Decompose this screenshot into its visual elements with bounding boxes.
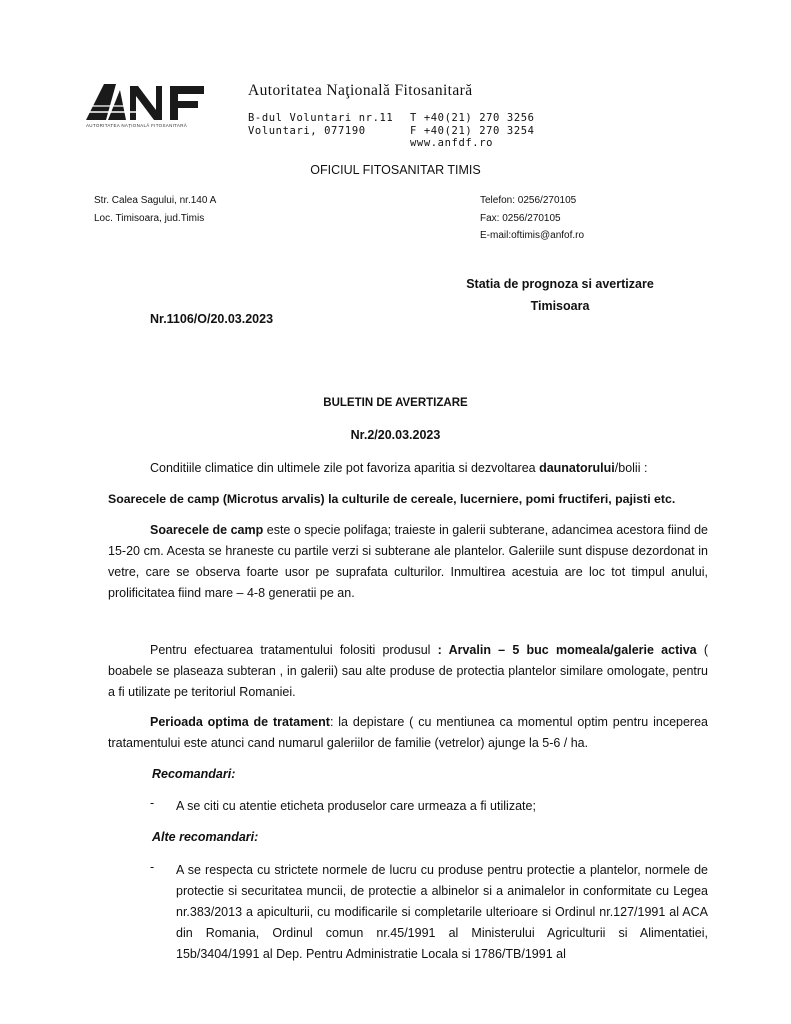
optimal-period-paragraph (108, 712, 708, 754)
hq-contact (410, 112, 535, 150)
intro-paragraph (150, 458, 710, 479)
station-line-2: Timisoara (530, 299, 590, 313)
office-fax: Fax: 0256/270105 (480, 212, 561, 224)
intro-suffix: /bolii : (614, 461, 648, 475)
hq-fax: F +40(21) 270 3254 (410, 124, 535, 137)
optimal-period-text: : la depistare ( cu mentiunea ca momentul optim pentru inceperea tratamentului este atunci cand numarul galeriilor de familie (vetrelor) ajunge la 5-6 / ha. (108, 715, 708, 750)
office-locality: Loc. Timisoara, jud.Timis (94, 212, 205, 224)
pest-description (108, 520, 708, 604)
pest-description-bold: Soarecele de camp (150, 523, 264, 537)
address-line-1: B-dul Voluntari nr.11 (248, 112, 394, 124)
other-recommendation-item: A se respecta cu strictete normele de lucru cu produse pentru protectie a plantelor, normele de protectie si securitatea muncii, de protectie a albinelor si a animalelor in conformitate cu Legea nr.383/2013 a apiculturii, cu modificarile si completarile ulterioare si Ordinul nr.127/1991 al ACA din Romania, Ordinul comun nr.45/1991 al Ministerului Agriculturii si Alimentatiei, 15b/3404/1991 al Dep. Pentru Administratie Locala si 1786/TB/1991 al (176, 863, 708, 961)
office-street: Str. Calea Sagului, nr.140 A (94, 195, 217, 206)
bullet-marker: - (150, 796, 155, 810)
station-line-1: Statia de prognoza si avertizare (466, 277, 654, 291)
hq-phone: T +40(21) 270 3256 (410, 112, 535, 124)
bullet-marker: - (150, 860, 155, 874)
intro-bold: daunatorului (539, 461, 615, 475)
anf-logo (86, 82, 216, 138)
document-number: Nr.1106/O/20.03.2023 (150, 312, 274, 326)
recommendations-heading: Recomandari: (152, 767, 236, 781)
treatment-text: Pentru efectuarea tratamentului folositi produsul (150, 643, 438, 657)
treatment-product: : Arvalin – 5 buc momeala/galerie activa (437, 643, 697, 657)
pest-description-text: este o specie polifaga; traieste in galerii subterane, adancimea acestora fiind de 15-20 cm. Acesta se hraneste cu partile verzi si subterane ale plantelor. Galeriile sunt dispuse dezordonat in vetre, care se observa foarte usor pe suprafata culturilor. Inmultirea acestuia are loc tot timpul anului, prolificitatea fiind mare – 4-8 generatii pe an. (108, 523, 708, 600)
bulletin-title: BULETIN DE AVERTIZARE (323, 397, 468, 409)
hq-website: www.anfdf.ro (410, 137, 494, 149)
treatment-suffix: ( boabele se plaseaza subteran , in galerii) sau alte produse de protectia plantelor similare omologate, pentru a fi utilizate pe teritoriul Romaniei. (108, 643, 708, 699)
office-name: OFICIUL FITOSANITAR TIMIS (310, 163, 481, 177)
intro-text: Conditiile climatice din ultimele zile pot favoriza aparitia si dezvoltarea (150, 461, 540, 475)
pest-heading: Soarecele de camp (Microtus arvalis) la culturile de cereale, lucerniere, pomi fructiferi, pajisti etc. (108, 492, 676, 506)
other-recommendations-heading: Alte recomandari: (152, 830, 259, 844)
organization-name: Autoritatea Naţională Fitosanitară (248, 82, 473, 99)
address-line-2: Voluntari, 077190 (248, 125, 366, 137)
treatment-paragraph (108, 640, 708, 703)
anf-logo-mark (86, 82, 216, 122)
office-telephone: Telefon: 0256/270105 (480, 195, 577, 206)
office-contact (480, 192, 584, 245)
hq-address (248, 112, 393, 138)
station-block (460, 273, 660, 317)
recommendation-item: A se citi cu atentie eticheta produselor care urmeaza a fi utilizate; (176, 799, 536, 813)
logo-subtext: AUTORITATEA NAȚIONALĂ FITOSANITARĂ (86, 123, 188, 128)
bulletin-number: Nr.2/20.03.2023 (350, 428, 441, 442)
optimal-period-bold: Perioada optima de tratament (150, 715, 330, 729)
office-email: E-mail:oftimis@anfof.ro (480, 230, 585, 241)
office-address (94, 192, 216, 227)
